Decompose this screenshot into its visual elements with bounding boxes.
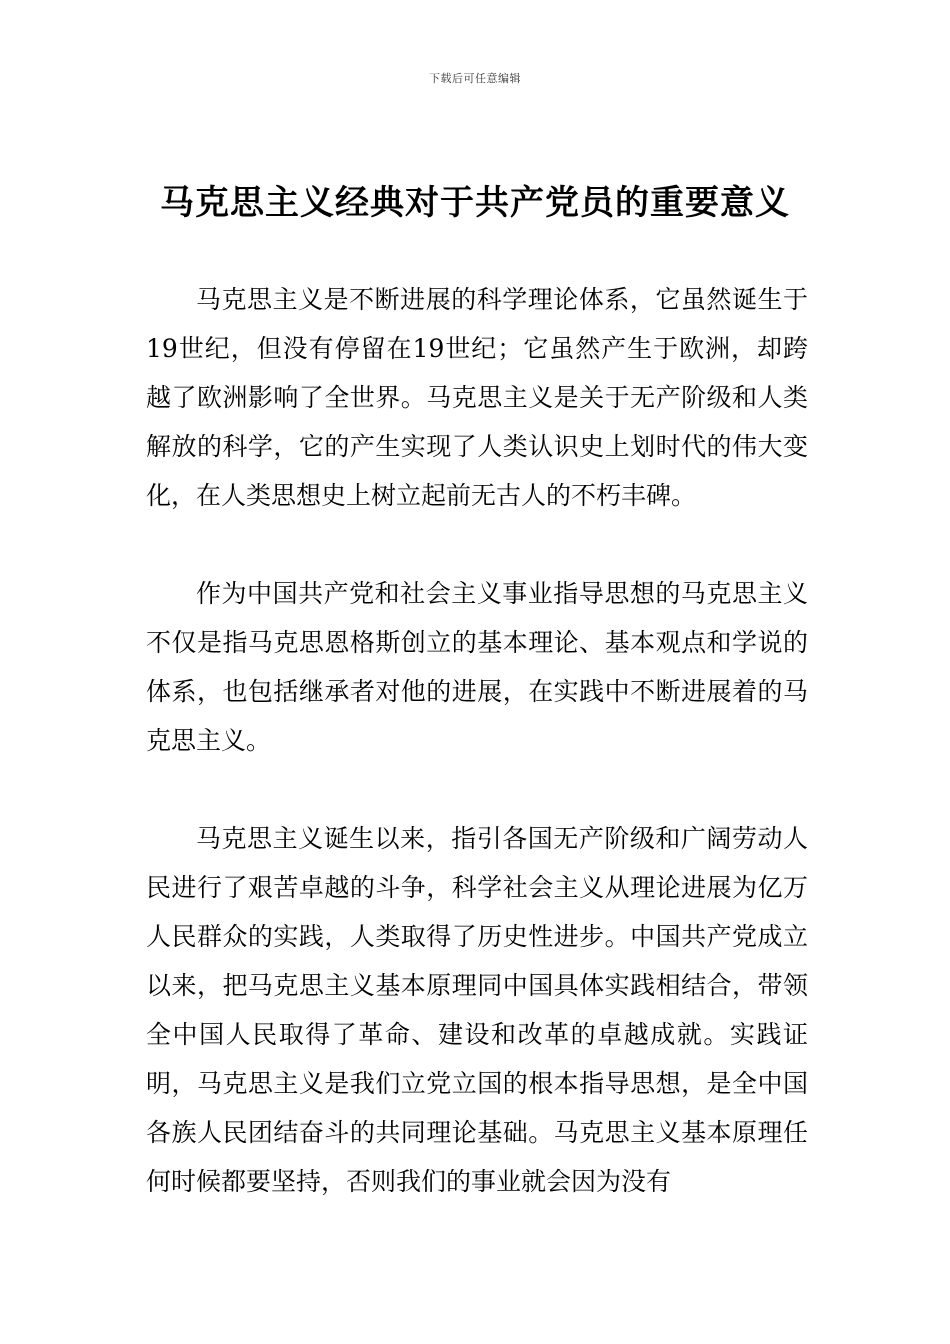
document-title: 马克思主义经典对于共产党员的重要意义 xyxy=(160,183,790,223)
header-note: 下载后可任意编辑 xyxy=(429,72,521,85)
paragraph-2: 作为中国共产党和社会主义事业指导思想的马克思主义不仅是指马克思恩格斯创立的基本理论、基本观点和学说的体系，也包括继承者对他的进展，在实践中不断进展着的马克思主义。 xyxy=(146,579,808,755)
paragraph-1: 马克思主义是不断进展的科学理论体系，它虽然诞生于19世纪，但没有停留在19世纪；它虽然产生于欧洲，却跨越了欧洲影响了全世界。马克思主义是关于无产阶级和人类解放的科学，它的产生实现了人类认识史上划时代的伟大变化，在人类思想史上树立起前无古人的不朽丰碑。 xyxy=(146,285,808,510)
document-body xyxy=(146,275,808,1206)
paragraph-3: 马克思主义诞生以来，指引各国无产阶级和广阔劳动人民进行了艰苦卓越的斗争，科学社会主义从理论进展为亿万人民群众的实践，人类取得了历史性进步。中国共产党成立以来，把马克思主义基本原理同中国具体实践相结合，带领全中国人民取得了革命、建设和改革的卓越成就。实践证明，马克思主义是我们立党立国的根本指导思想，是全中国各族人民团结奋斗的共同理论基础。马克思主义基本原理任何时候都要坚持，否则我们的事业就会因为没有 xyxy=(146,824,808,1196)
